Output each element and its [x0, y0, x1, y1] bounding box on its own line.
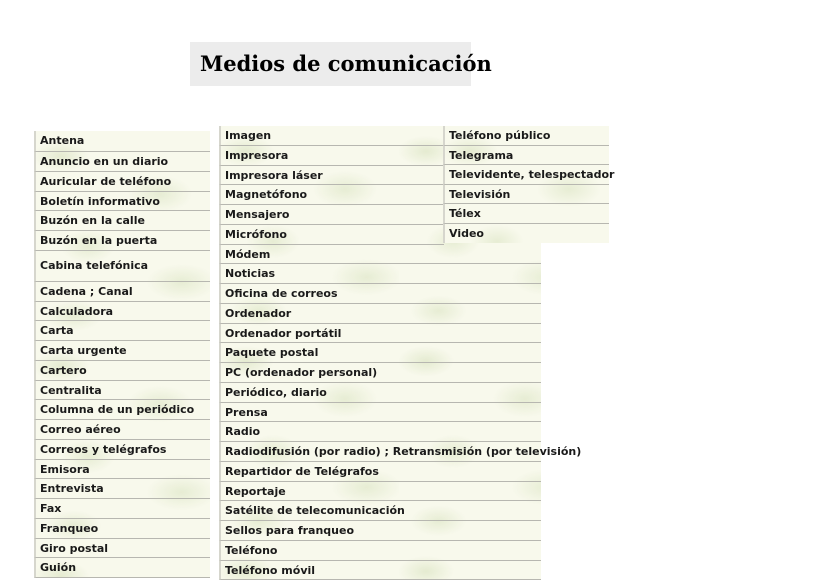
list-item: Correos y telégrafos	[34, 440, 210, 460]
list-item: Cartero	[34, 361, 210, 381]
list-item: Carta	[34, 321, 210, 341]
list-item: Teléfono público	[443, 126, 609, 146]
list-item: Ordenador portátil	[219, 324, 541, 344]
word-list-column-3	[443, 126, 615, 243]
list-item: Boletín informativo	[34, 192, 210, 212]
list-item: Correo aéreo	[34, 420, 210, 440]
list-item: Impresora	[219, 146, 444, 166]
list-item: Módem	[219, 245, 541, 265]
list-item: Télex	[443, 204, 609, 224]
list-item: Columna de un periódico	[34, 400, 210, 420]
list-item: Impresora láser	[219, 166, 444, 186]
list-item: Emisora	[34, 460, 210, 480]
list-item: Televidente, telespectador	[443, 165, 609, 185]
list-item: Centralita	[34, 381, 210, 401]
list-item: Radiodifusión (por radio) ; Retransmisión (por televisión)	[219, 442, 541, 462]
list-item: Mensajero	[219, 205, 444, 225]
title-box	[190, 42, 492, 86]
list-item: Repartidor de Telégrafos	[219, 462, 541, 482]
list-item: Buzón en la calle	[34, 211, 210, 231]
list-item: Periódico, diario	[219, 383, 541, 403]
list-item: Anuncio en un diario	[34, 152, 210, 172]
list-item: Noticias	[219, 264, 541, 284]
page-title: Medios de comunicación	[200, 51, 492, 76]
list-item: Fax	[34, 499, 210, 519]
list-item: Calculadora	[34, 302, 210, 322]
list-item: Sellos para franqueo	[219, 521, 541, 541]
list-item: Magnetófono	[219, 185, 444, 205]
list-item: Prensa	[219, 403, 541, 423]
list-item: Giro postal	[34, 539, 210, 559]
list-item: Carta urgente	[34, 341, 210, 361]
list-item: Entrevista	[34, 479, 210, 499]
list-item: Buzón en la puerta	[34, 231, 210, 251]
list-item: Televisión	[443, 185, 609, 205]
list-item: Franqueo	[34, 519, 210, 539]
list-item: Guión	[34, 558, 210, 578]
list-item: Telegrama	[443, 146, 609, 166]
list-item: Teléfono	[219, 541, 541, 561]
list-item: Radio	[219, 422, 541, 442]
list-item: Video	[443, 224, 609, 244]
list-item: Cadena ; Canal	[34, 282, 210, 302]
list-item: Imagen	[219, 126, 444, 146]
list-item: Paquete postal	[219, 343, 541, 363]
list-item: Ordenador	[219, 304, 541, 324]
list-item: Auricular de teléfono	[34, 172, 210, 192]
list-item: Reportaje	[219, 482, 541, 502]
list-item: Cabina telefónica	[34, 251, 210, 282]
word-list-column-1	[34, 131, 210, 578]
list-item: Antena	[34, 131, 210, 152]
list-item: Teléfono móvil	[219, 561, 541, 581]
list-item: Satélite de telecomunicación	[219, 501, 541, 521]
list-item: PC (ordenador personal)	[219, 363, 541, 383]
list-item: Oficina de correos	[219, 284, 541, 304]
list-item: Micrófono	[219, 225, 444, 245]
